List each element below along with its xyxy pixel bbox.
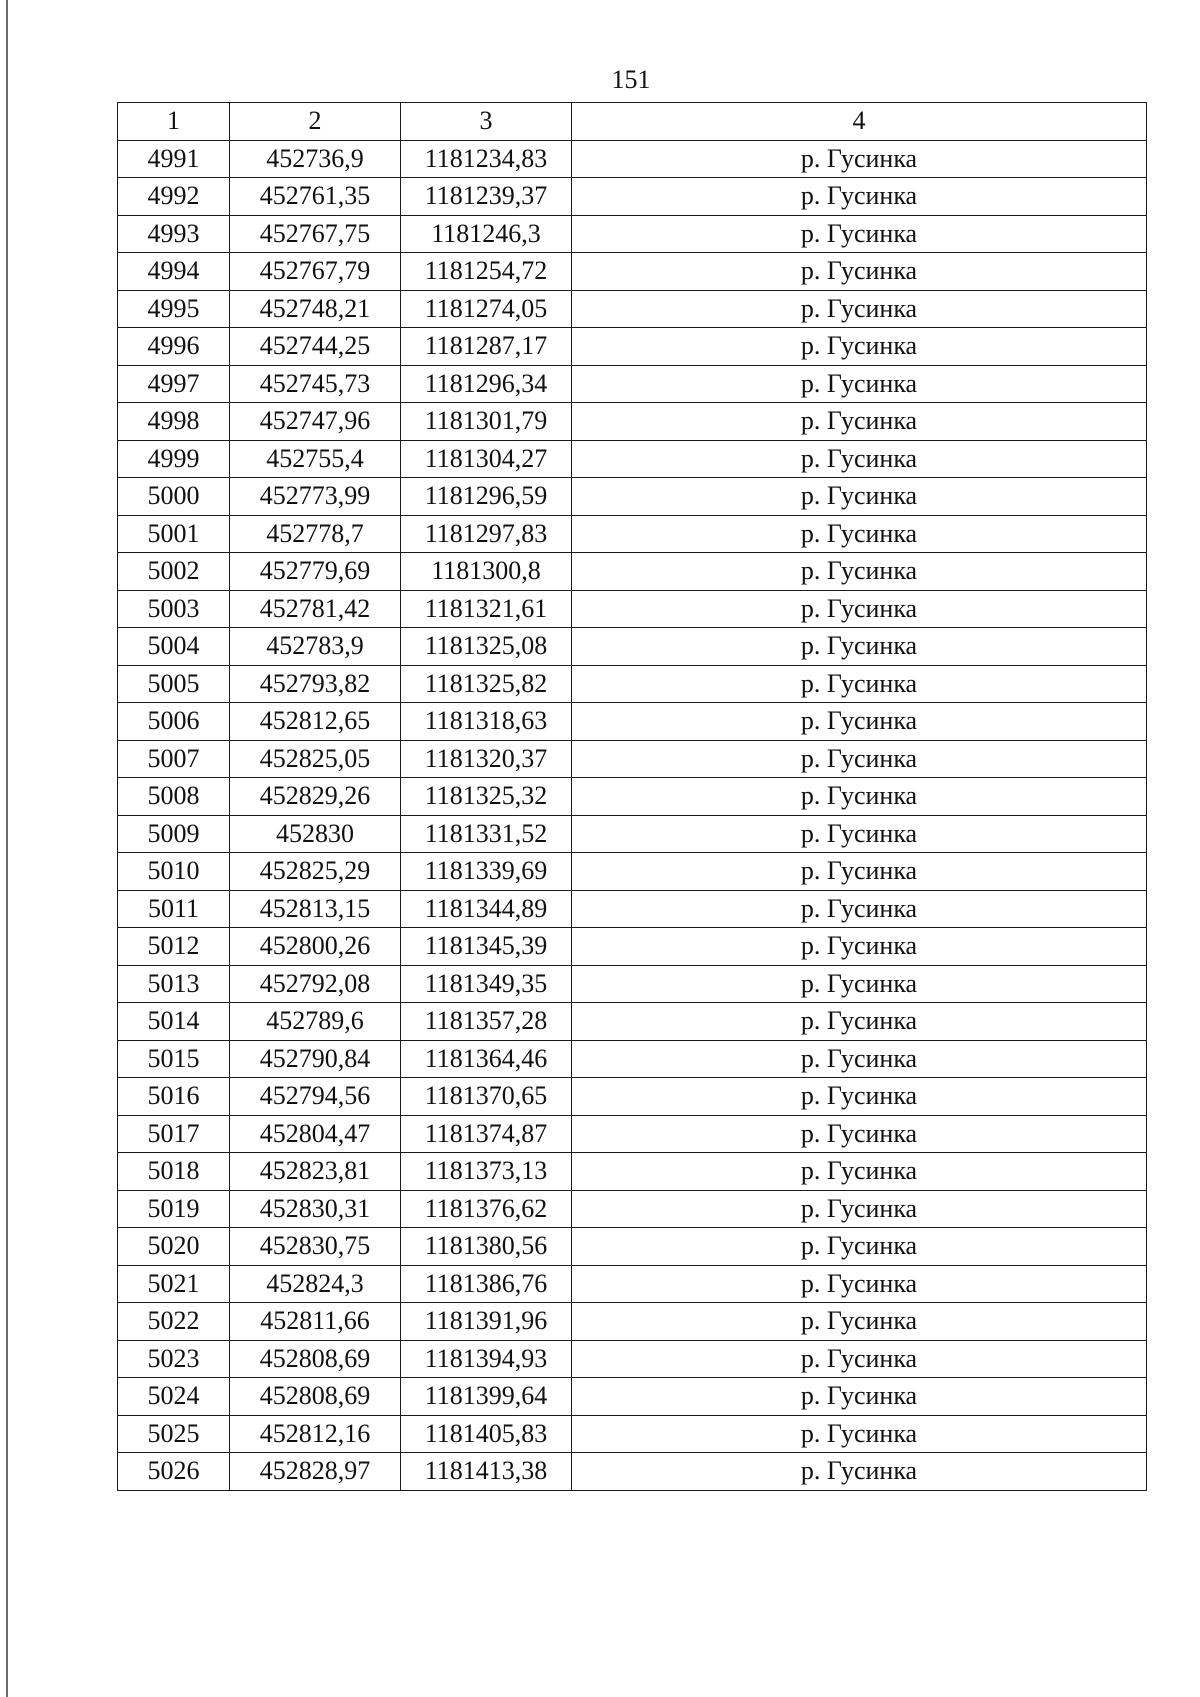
description-cell: р. Гусинка [572,1078,1147,1116]
x-coordinate-cell: 452793,82 [230,665,401,703]
point-number-cell: 5024 [118,1378,230,1416]
point-number-cell: 4991 [118,140,230,178]
y-coordinate-cell: 1181297,83 [401,515,572,553]
header-cell-3: 3 [401,103,572,141]
point-number-cell: 5009 [118,815,230,853]
x-coordinate-cell: 452830,31 [230,1190,401,1228]
x-coordinate-cell: 452789,6 [230,1003,401,1041]
description-cell: р. Гусинка [572,253,1147,291]
table-row [118,815,1147,853]
y-coordinate-cell: 1181374,87 [401,1115,572,1153]
y-coordinate-cell: 1181413,38 [401,1453,572,1491]
table-row [118,215,1147,253]
table-row [118,403,1147,441]
description-cell: р. Гусинка [572,215,1147,253]
table-row [118,178,1147,216]
y-coordinate-cell: 1181301,79 [401,403,572,441]
table-body [118,103,1147,1491]
table-row [118,628,1147,666]
x-coordinate-cell: 452830,75 [230,1228,401,1266]
x-coordinate-cell: 452748,21 [230,290,401,328]
point-number-cell: 4997 [118,365,230,403]
y-coordinate-cell: 1181357,28 [401,1003,572,1041]
y-coordinate-cell: 1181364,46 [401,1040,572,1078]
x-coordinate-cell: 452778,7 [230,515,401,553]
x-coordinate-cell: 452773,99 [230,478,401,516]
y-coordinate-cell: 1181296,34 [401,365,572,403]
table-row [118,590,1147,628]
point-number-cell: 5012 [118,928,230,966]
description-cell: р. Гусинка [572,553,1147,591]
page-number: 151 [611,65,651,94]
description-cell: р. Гусинка [572,815,1147,853]
y-coordinate-cell: 1181405,83 [401,1415,572,1453]
point-number-cell: 5008 [118,778,230,816]
table-row [118,553,1147,591]
description-cell: р. Гусинка [572,928,1147,966]
point-number-cell: 5010 [118,853,230,891]
table-row [118,1453,1147,1491]
y-coordinate-cell: 1181386,76 [401,1265,572,1303]
point-number-cell: 4996 [118,328,230,366]
point-number-cell: 5006 [118,703,230,741]
table-row [118,1078,1147,1116]
table-row [118,1040,1147,1078]
table-row [118,1153,1147,1191]
x-coordinate-cell: 452767,79 [230,253,401,291]
y-coordinate-cell: 1181304,27 [401,440,572,478]
description-cell: р. Гусинка [572,290,1147,328]
description-cell: р. Гусинка [572,628,1147,666]
description-cell: р. Гусинка [572,1190,1147,1228]
point-number-cell: 5019 [118,1190,230,1228]
description-cell: р. Гусинка [572,1415,1147,1453]
x-coordinate-cell: 452808,69 [230,1378,401,1416]
description-cell: р. Гусинка [572,178,1147,216]
x-coordinate-cell: 452825,29 [230,853,401,891]
description-cell: р. Гусинка [572,140,1147,178]
point-number-cell: 5003 [118,590,230,628]
point-number-cell: 5002 [118,553,230,591]
x-coordinate-cell: 452792,08 [230,965,401,1003]
y-coordinate-cell: 1181296,59 [401,478,572,516]
y-coordinate-cell: 1181325,82 [401,665,572,703]
description-cell: р. Гусинка [572,1040,1147,1078]
point-number-cell: 5005 [118,665,230,703]
y-coordinate-cell: 1181376,62 [401,1190,572,1228]
point-number-cell: 5013 [118,965,230,1003]
description-cell: р. Гусинка [572,1303,1147,1341]
x-coordinate-cell: 452779,69 [230,553,401,591]
table-row [118,1415,1147,1453]
description-cell: р. Гусинка [572,778,1147,816]
x-coordinate-cell: 452812,16 [230,1415,401,1453]
description-cell: р. Гусинка [572,703,1147,741]
table-row [118,778,1147,816]
table-row [118,440,1147,478]
table-row [118,1265,1147,1303]
x-coordinate-cell: 452830 [230,815,401,853]
y-coordinate-cell: 1181246,3 [401,215,572,253]
point-number-cell: 5007 [118,740,230,778]
point-number-cell: 5022 [118,1303,230,1341]
description-cell: р. Гусинка [572,478,1147,516]
table-row [118,1303,1147,1341]
table-row [118,1003,1147,1041]
description-cell: р. Гусинка [572,1340,1147,1378]
x-coordinate-cell: 452800,26 [230,928,401,966]
point-number-cell: 5011 [118,890,230,928]
point-number-cell: 5014 [118,1003,230,1041]
x-coordinate-cell: 452745,73 [230,365,401,403]
y-coordinate-cell: 1181349,35 [401,965,572,1003]
x-coordinate-cell: 452804,47 [230,1115,401,1153]
point-number-cell: 5016 [118,1078,230,1116]
table-header-row [118,103,1147,141]
y-coordinate-cell: 1181394,93 [401,1340,572,1378]
y-coordinate-cell: 1181325,32 [401,778,572,816]
point-number-cell: 5015 [118,1040,230,1078]
table-row [118,853,1147,891]
point-number-cell: 5021 [118,1265,230,1303]
point-number-cell: 4993 [118,215,230,253]
y-coordinate-cell: 1181320,37 [401,740,572,778]
x-coordinate-cell: 452825,05 [230,740,401,778]
description-cell: р. Гусинка [572,890,1147,928]
y-coordinate-cell: 1181234,83 [401,140,572,178]
description-cell: р. Гусинка [572,1228,1147,1266]
x-coordinate-cell: 452812,65 [230,703,401,741]
table-row [118,253,1147,291]
y-coordinate-cell: 1181339,69 [401,853,572,891]
description-cell: р. Гусинка [572,665,1147,703]
description-cell: р. Гусинка [572,740,1147,778]
point-number-cell: 5001 [118,515,230,553]
coordinates-table [117,102,1147,1491]
description-cell: р. Гусинка [572,1453,1147,1491]
table-row [118,365,1147,403]
point-number-cell: 5017 [118,1115,230,1153]
point-number-cell: 5004 [118,628,230,666]
x-coordinate-cell: 452823,81 [230,1153,401,1191]
table-row [118,1340,1147,1378]
table-row [118,1115,1147,1153]
x-coordinate-cell: 452755,4 [230,440,401,478]
y-coordinate-cell: 1181321,61 [401,590,572,628]
x-coordinate-cell: 452747,96 [230,403,401,441]
y-coordinate-cell: 1181391,96 [401,1303,572,1341]
point-number-cell: 4998 [118,403,230,441]
point-number-cell: 4999 [118,440,230,478]
description-cell: р. Гусинка [572,328,1147,366]
point-number-cell: 5020 [118,1228,230,1266]
table-row [118,1378,1147,1416]
scan-binding-edge [6,0,8,1697]
description-cell: р. Гусинка [572,515,1147,553]
table-row [118,928,1147,966]
point-number-cell: 5023 [118,1340,230,1378]
table-row [118,703,1147,741]
x-coordinate-cell: 452829,26 [230,778,401,816]
x-coordinate-cell: 452781,42 [230,590,401,628]
description-cell: р. Гусинка [572,403,1147,441]
x-coordinate-cell: 452811,66 [230,1303,401,1341]
x-coordinate-cell: 452767,75 [230,215,401,253]
table-row [118,740,1147,778]
description-cell: р. Гусинка [572,440,1147,478]
y-coordinate-cell: 1181345,39 [401,928,572,966]
y-coordinate-cell: 1181380,56 [401,1228,572,1266]
description-cell: р. Гусинка [572,1003,1147,1041]
x-coordinate-cell: 452808,69 [230,1340,401,1378]
description-cell: р. Гусинка [572,1153,1147,1191]
description-cell: р. Гусинка [572,965,1147,1003]
y-coordinate-cell: 1181373,13 [401,1153,572,1191]
table-row [118,1190,1147,1228]
point-number-cell: 5026 [118,1453,230,1491]
description-cell: р. Гусинка [572,590,1147,628]
x-coordinate-cell: 452824,3 [230,1265,401,1303]
y-coordinate-cell: 1181300,8 [401,553,572,591]
x-coordinate-cell: 452813,15 [230,890,401,928]
y-coordinate-cell: 1181239,37 [401,178,572,216]
point-number-cell: 5000 [118,478,230,516]
table-row [118,665,1147,703]
y-coordinate-cell: 1181325,08 [401,628,572,666]
table-row [118,328,1147,366]
point-number-cell: 5025 [118,1415,230,1453]
y-coordinate-cell: 1181274,05 [401,290,572,328]
point-number-cell: 5018 [118,1153,230,1191]
point-number-cell: 4992 [118,178,230,216]
table-row [118,1228,1147,1266]
y-coordinate-cell: 1181254,72 [401,253,572,291]
x-coordinate-cell: 452794,56 [230,1078,401,1116]
y-coordinate-cell: 1181287,17 [401,328,572,366]
table-row [118,890,1147,928]
description-cell: р. Гусинка [572,1378,1147,1416]
table-row [118,515,1147,553]
header-cell-2: 2 [230,103,401,141]
y-coordinate-cell: 1181344,89 [401,890,572,928]
table-row [118,140,1147,178]
table-row [118,290,1147,328]
y-coordinate-cell: 1181318,63 [401,703,572,741]
y-coordinate-cell: 1181370,65 [401,1078,572,1116]
x-coordinate-cell: 452783,9 [230,628,401,666]
header-cell-4: 4 [572,103,1147,141]
description-cell: р. Гусинка [572,365,1147,403]
table-row [118,965,1147,1003]
point-number-cell: 4995 [118,290,230,328]
header-cell-1: 1 [118,103,230,141]
description-cell: р. Гусинка [572,1115,1147,1153]
x-coordinate-cell: 452736,9 [230,140,401,178]
x-coordinate-cell: 452744,25 [230,328,401,366]
y-coordinate-cell: 1181399,64 [401,1378,572,1416]
y-coordinate-cell: 1181331,52 [401,815,572,853]
table-row [118,478,1147,516]
x-coordinate-cell: 452828,97 [230,1453,401,1491]
x-coordinate-cell: 452761,35 [230,178,401,216]
x-coordinate-cell: 452790,84 [230,1040,401,1078]
description-cell: р. Гусинка [572,1265,1147,1303]
point-number-cell: 4994 [118,253,230,291]
description-cell: р. Гусинка [572,853,1147,891]
